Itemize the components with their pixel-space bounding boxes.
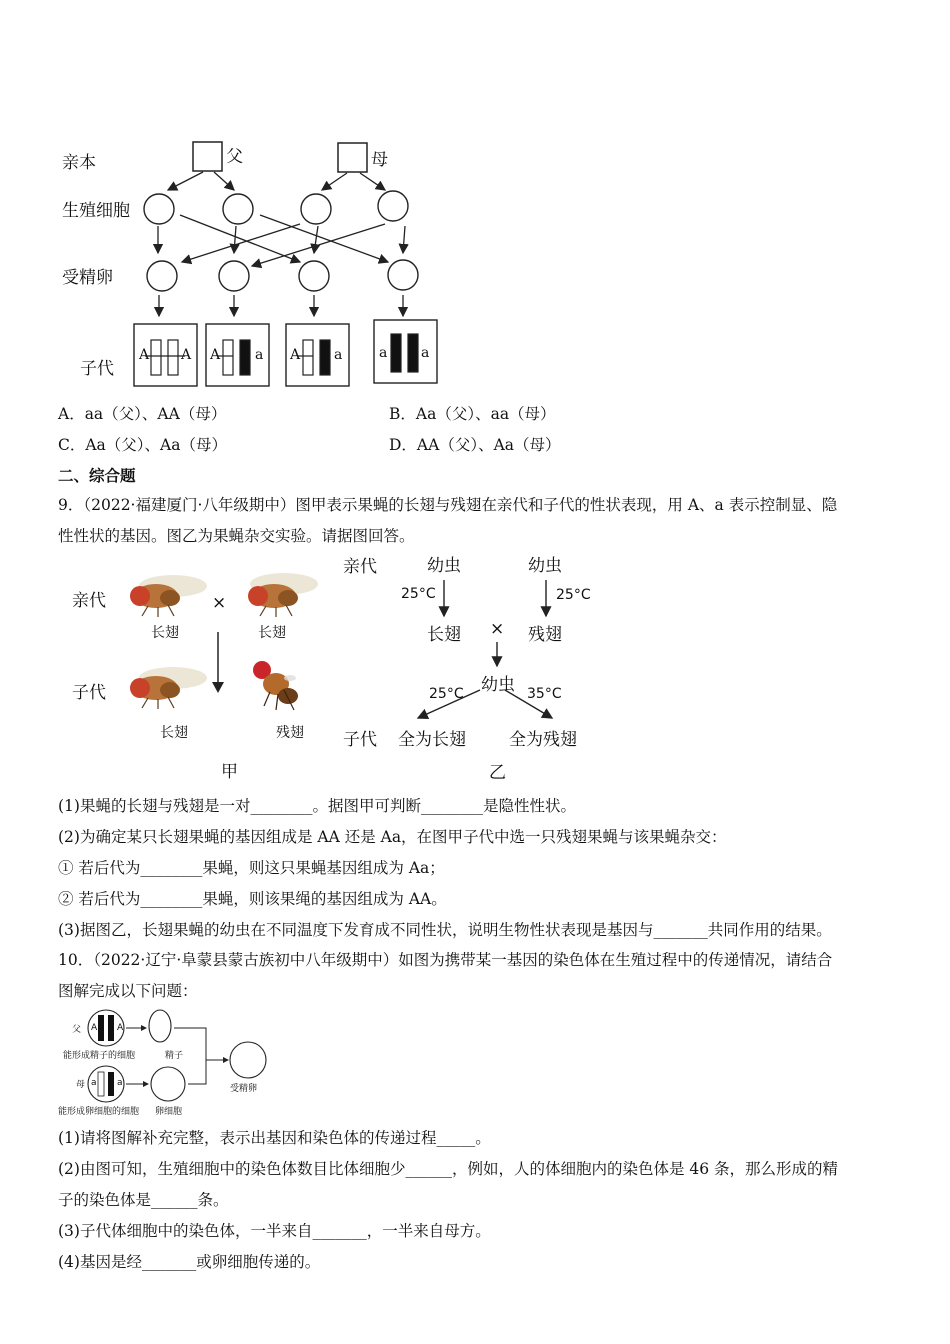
q9-stem-line1: 9．（2022·福建厦门·八年级期中）图甲表示果蝇的长翅与残翅在亲代和子代的性状表现，用 A、a 表示控制显、隐: [58, 496, 838, 514]
section-title: 二、综合题: [58, 466, 136, 485]
option-d: D．AA（父）、Aa（母）: [389, 436, 561, 454]
father-cell-label: 能形成精子的细胞: [63, 1051, 136, 1061]
fly-label: 长翅: [160, 725, 188, 741]
mother-cell-label: 能形成卵细胞的细胞: [58, 1107, 140, 1117]
gamete-circle: [301, 194, 331, 224]
larva-label: 幼虫: [427, 556, 461, 576]
allele-label: A: [117, 1023, 124, 1033]
allele-label: a: [421, 345, 430, 361]
long-wing-fly-image: [118, 660, 208, 712]
zygote-circle: [299, 261, 329, 291]
gamete-circle: [378, 191, 408, 221]
all-short-label: 全为残翅: [509, 730, 577, 750]
zygote-circle: [219, 261, 249, 291]
q9-part1: (1)果蝇的长翅与残翅是一对________。据图甲可判断________是隐性性状。: [58, 797, 576, 815]
q9-part2: (2)为确定某只长翅果蝇的基因组成是 AA 还是 Aa，在图甲子代中选一只残翅果蝇与该果蝇杂交：: [58, 828, 727, 846]
allele-label: A: [290, 347, 301, 363]
father-label: 父: [72, 1025, 82, 1035]
vestigial-wing-fly-image: [244, 654, 304, 716]
fly-label: 长翅: [258, 625, 286, 641]
figure-caption-yi: 乙: [489, 763, 506, 783]
cross-symbol: ×: [490, 619, 505, 639]
temperature-label: 25°C: [429, 686, 464, 702]
gamete-circle: [144, 194, 174, 224]
yi-child-label: 子代: [343, 730, 377, 750]
q9-stem-line2: 性性状的基因。图乙为果蝇杂交实验。请据图回答。: [58, 527, 415, 545]
allele-label: a: [117, 1078, 123, 1088]
father-square: [193, 142, 222, 171]
long-wing-fly-image: [232, 568, 322, 620]
fly-label: 长翅: [151, 625, 179, 641]
inheritance-chart-lines: [0, 0, 460, 400]
short-wing-label: 残翅: [528, 625, 562, 645]
zygote-circle: [147, 261, 177, 291]
q10-part2: (2)由图可知，生殖细胞中的染色体数目比体细胞少______，例如，人的体细胞内的染色体是 46 条，那么形成的精: [58, 1160, 839, 1178]
allele-label: A: [139, 347, 150, 363]
all-long-label: 全为长翅: [398, 730, 466, 750]
q9-part2-case2: ② 若后代为________果蝇，则该果绳的基因组成为 AA。: [58, 890, 447, 908]
mother-square: [338, 143, 367, 172]
q10-stem-line2: 图解完成以下问题：: [58, 982, 198, 1000]
allele-label: A: [210, 347, 221, 363]
mother-label: 母: [76, 1080, 86, 1090]
long-wing-label: 长翅: [427, 625, 461, 645]
q10-part4: (4)基因是经_______或卵细胞传递的。: [58, 1253, 321, 1271]
allele-label: a: [255, 347, 264, 363]
mother-label: 母: [371, 150, 388, 170]
zygote-circle: [388, 260, 418, 290]
q10-part1: (1)请将图解补充完整，表示出基因和染色体的传递过程_____。: [58, 1129, 491, 1147]
row-label-parents: 亲本: [62, 153, 96, 173]
option-a: A．aa（父）、AA（母）: [58, 405, 227, 423]
sperm-label: 精子: [165, 1051, 184, 1061]
temperature-label: 35°C: [527, 686, 562, 702]
allele-label: a: [379, 345, 388, 361]
allele-label: a: [334, 347, 343, 363]
larva-label: 幼虫: [481, 675, 515, 695]
figure-caption-jia: 甲: [221, 762, 238, 782]
allele-label: A: [181, 347, 192, 363]
gamete-circle: [223, 194, 253, 224]
row-label-zygotes: 受精卵: [62, 268, 113, 288]
fly-label: 残翅: [276, 725, 304, 741]
larva-label: 幼虫: [528, 556, 562, 576]
egg-label: 卵细胞: [155, 1107, 183, 1117]
temperature-label: 25°C: [556, 587, 591, 603]
temperature-label: 25°C: [401, 586, 436, 602]
jia-parent-label: 亲代: [72, 591, 106, 611]
option-b: B．Aa（父）、aa（母）: [389, 405, 556, 423]
q10-part3: (3)子代体细胞中的染色体，一半来自_______，一半来自母方。: [58, 1222, 491, 1240]
jia-child-label: 子代: [72, 683, 106, 703]
option-c: C．Aa（父）、Aa（母）: [58, 436, 227, 454]
q9-part2-case1: ① 若后代为________果蝇，则这只果蝇基因组成为 Aa；: [58, 859, 445, 877]
q10-part2-cont: 子的染色体是______条。: [58, 1191, 229, 1209]
cross-symbol: ×: [212, 593, 227, 613]
long-wing-fly-image: [118, 568, 208, 620]
zygote-label: 受精卵: [230, 1084, 258, 1094]
allele-label: A: [91, 1023, 98, 1033]
row-label-gametes: 生殖细胞: [62, 201, 130, 221]
allele-label: a: [91, 1078, 97, 1088]
father-label: 父: [226, 147, 243, 167]
row-label-offspring: 子代: [80, 359, 114, 379]
jia-down-arrow: [208, 630, 228, 695]
q10-stem-line1: 10．（2022·辽宁·阜蒙县蒙古族初中八年级期中）如图为携带某一基因的染色体在生殖过程中的传递情况，请结合: [58, 951, 833, 969]
yi-parent-label: 亲代: [343, 557, 377, 577]
q9-part3: (3)据图乙，长翅果蝇的幼虫在不同温度下发育成不同性状，说明生物性状表现是基因与_______共同作用的结果。: [58, 921, 832, 939]
